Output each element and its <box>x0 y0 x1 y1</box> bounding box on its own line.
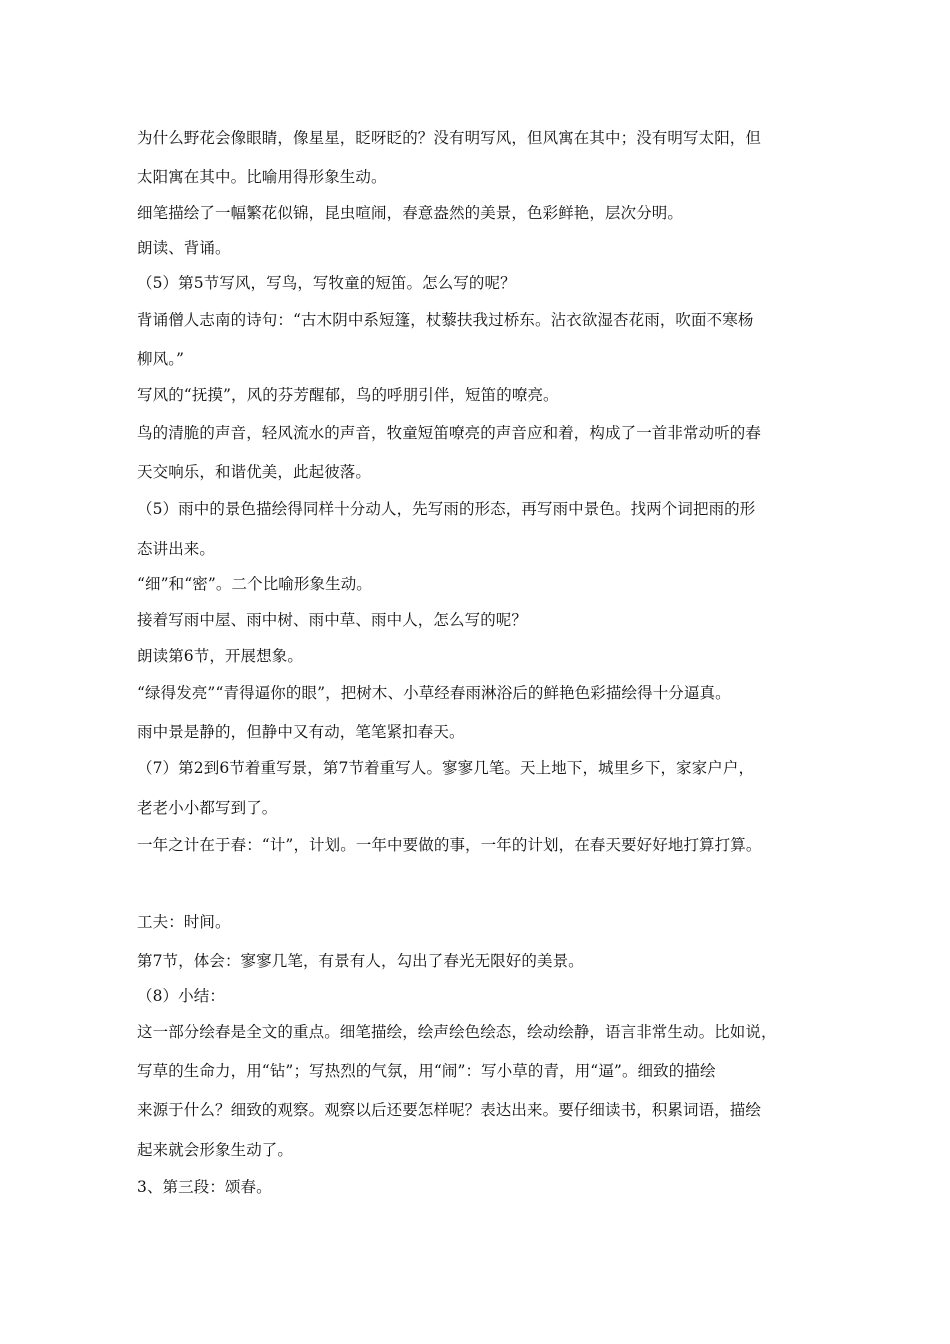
text-line: 太阳寓在其中。比喻用得形象生动。 <box>137 168 387 186</box>
text-line: 3、第三段：颂春。 <box>137 1178 272 1196</box>
text-line: 背诵僧人志南的诗句：“古木阴中系短篷，杖藜扶我过桥东。沾衣欲湿杏花雨，吹面不寒杨 <box>137 311 754 329</box>
text-line: （5）第5节写风，写鸟，写牧童的短笛。怎么写的呢？ <box>137 274 516 292</box>
text-line: 细笔描绘了一幅繁花似锦，昆虫喧闹，春意盎然的美景，色彩鲜艳，层次分明。 <box>137 204 684 222</box>
text-line: （7）第2到6节着重写景，第7节着重写人。寥寥几笔。天上地下，城里乡下，家家户户， <box>137 759 755 777</box>
text-line: 朗读、背诵。 <box>137 239 231 257</box>
text-line: 鸟的清脆的声音，轻风流水的声音，牧童短笛嘹亮的声音应和着，构成了一首非常动听的春 <box>137 424 762 442</box>
text-line: （5）雨中的景色描绘得同样十分动人，先写雨的形态，再写雨中景色。找两个词把雨的形 <box>137 500 756 518</box>
text-line: 起来就会形象生动了。 <box>137 1141 294 1159</box>
text-line: 来源于什么？细致的观察。观察以后还要怎样呢？表达出来。要仔细读书，积累词语，描绘 <box>137 1101 762 1119</box>
text-line: 写风的“抚摸”，风的芬芳醒郁，鸟的呼朋引伴，短笛的嘹亮。 <box>137 386 559 404</box>
text-line: 一年之计在于春：“计”，计划。一年中要做的事，一年的计划，在春天要好好地打算打算。 <box>137 836 762 854</box>
text-line: “绿得发亮”“青得逼你的眼”，把树木、小草经春雨淋浴后的鲜艳色彩描绘得十分逼真。 <box>137 684 731 702</box>
text-line: 写草的生命力，用“钻”；写热烈的气氛，用“闹”：写小草的青，用“逼”。细致的描绘 <box>137 1062 716 1080</box>
text-line: （8）小结： <box>137 987 225 1005</box>
text-line: 老老小小都写到了。 <box>137 799 278 817</box>
text-line: 第7节，体会：寥寥几笔，有景有人，勾出了春光无限好的美景。 <box>137 952 584 970</box>
text-line: 天交响乐，和谐优美，此起彼落。 <box>137 463 372 481</box>
text-line: 为什么野花会像眼睛，像星星，眨呀眨的？没有明写风，但风寓在其中；没有明写太阳，但 <box>137 129 762 147</box>
text-line: 态讲出来。 <box>137 540 216 558</box>
text-line: 工夫：时间。 <box>137 913 231 931</box>
text-line: “细”和“密”。二个比喻形象生动。 <box>137 575 372 593</box>
text-line: 雨中景是静的，但静中又有动，笔笔紧扣春天。 <box>137 723 465 741</box>
text-line: 朗读第6节，开展想象。 <box>137 647 303 665</box>
text-line: 这一部分绘春是全文的重点。细笔描绘，绘声绘色绘态，绘动绘静，语言非常生动。比如说， <box>137 1023 777 1041</box>
text-line: 接着写雨中屋、雨中树、雨中草、雨中人，怎么写的呢？ <box>137 611 528 629</box>
text-line: 柳风。” <box>137 350 185 368</box>
